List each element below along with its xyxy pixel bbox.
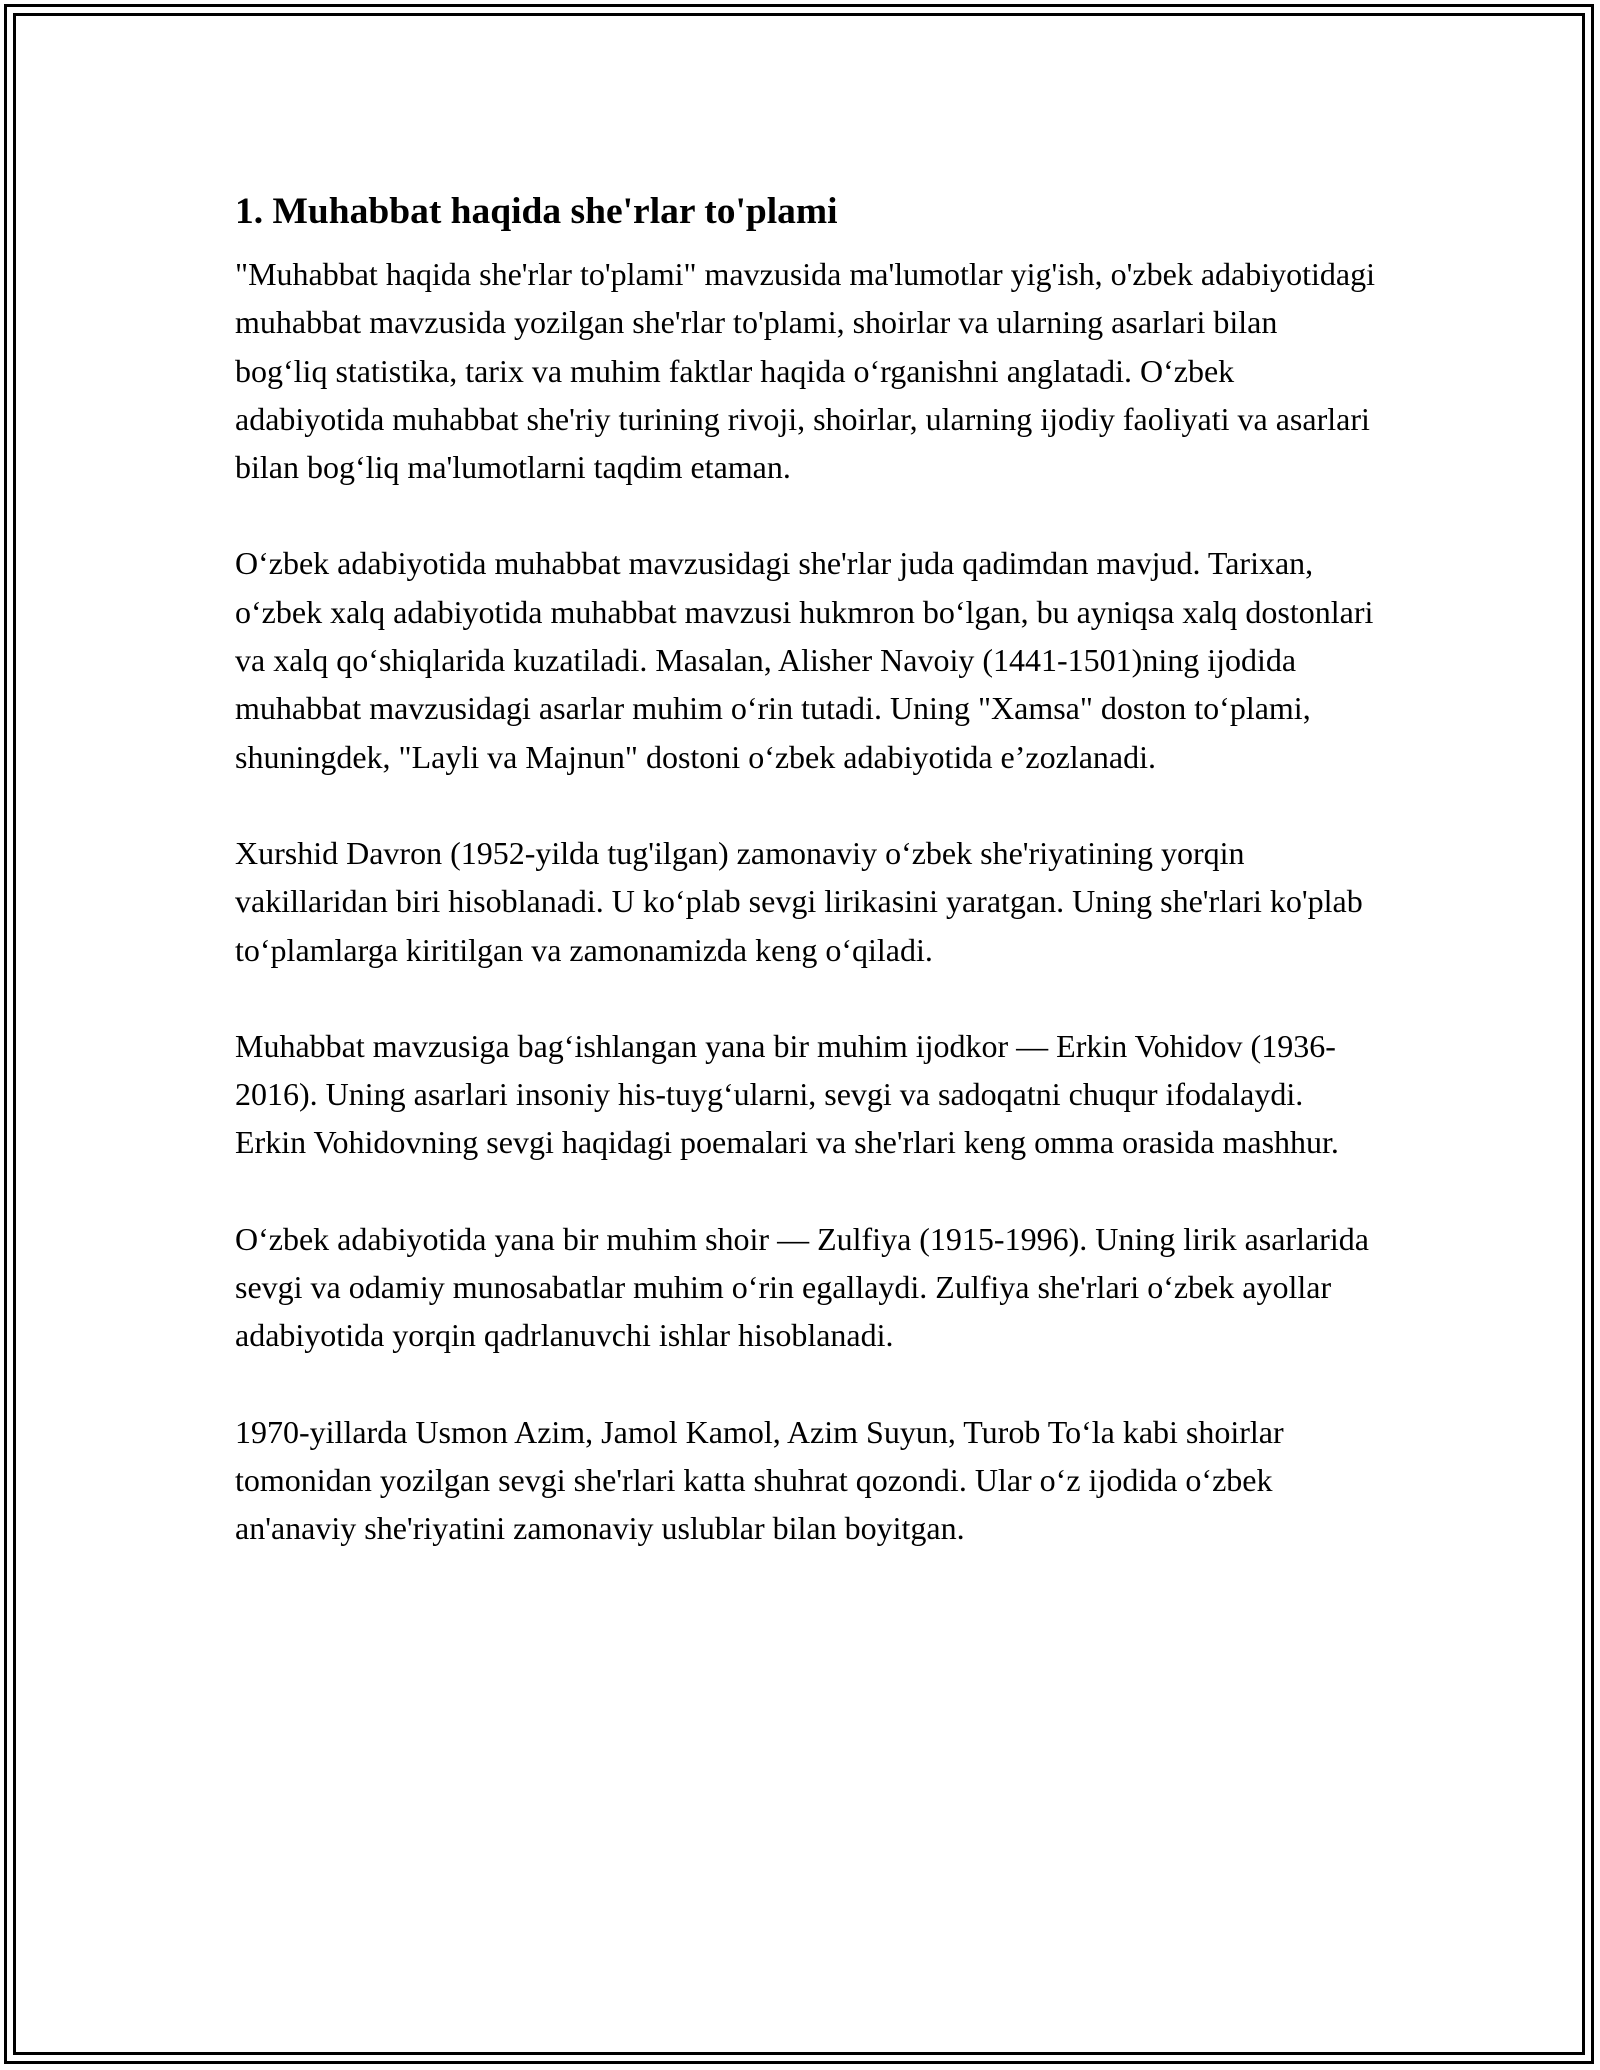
- paragraph-xurshid-davron: Xurshid Davron (1952-yilda tug'ilgan) zamonaviy o‘zbek she'riyatining yorqin vakillaridan biri hisoblanadi. U ko‘plab sevgi lirikasini yaratgan. Uning she'rlari ko'plab to‘plamlarga kiritilgan va zamonamizda keng o‘qiladi.: [235, 834, 1363, 968]
- page-title: 1. Muhabbat haqida she'rlar to'plami: [235, 191, 838, 232]
- paragraph-history: O‘zbek adabiyotida muhabbat mavzusidagi she'rlar juda qadimdan mavjud. Tarixan, o‘zbek xalq adabiyotida muhabbat mavzusi hukmron bo‘lgan, bu ayniqsa xalq dostonlari va xalq qo‘shiqlarida kuzatiladi. Masalan, Alisher Navoiy (1441-1501)ning ijodida muhabbat mavzusidagi asarlar muhim o‘rin tutadi. Uning "Xamsa" doston to‘plami, shuningdek, "Layli va Majnun" dostoni o‘zbek adabiyotida e’zozlanadi.: [235, 545, 1374, 775]
- paragraph-1970s-poets: 1970-yillarda Usmon Azim, Jamol Kamol, Azim Suyun, Turob To‘la kabi shoirlar tomonidan yozilgan sevgi she'rlari katta shuhrat qozondi. Ular o‘z ijodida o‘zbek an'anaviy she'riyatini zamonaviy uslublar bilan boyitgan.: [235, 1413, 1284, 1547]
- document-body: [235, 186, 1375, 1601]
- paragraph-zulfiya: O‘zbek adabiyotida yana bir muhim shoir — Zulfiya (1915-1996). Uning lirik asarlarida sevgi va odamiy munosabatlar muhim o‘rin egallaydi. Zulfiya she'rlari o‘zbek ayollar adabiyotida yorqin qadrlanuvchi ishlar hisoblanadi.: [235, 1220, 1369, 1354]
- paragraph-intro: "Muhabbat haqida she'rlar to'plami" mavzusida ma'lumotlar yig'ish, o'zbek adabiyotidagi muhabbat mavzusida yozilgan she'rlar to'plami, shoirlar va ularning asarlari bilan bog‘liq statistika, tarix va muhim faktlar haqida o‘rganishni anglatadi. O‘zbek adabiyotida muhabbat she'riy turining rivoji, shoirlar, ularning ijodiy faoliyati va asarlari bilan bog‘liq ma'lumotlarni taqdim etaman.: [235, 256, 1375, 486]
- paragraph-erkin-vohidov: Muhabbat mavzusiga bag‘ishlangan yana bir muhim ijodkor — Erkin Vohidov (1936-2016). Uning asarlari insoniy his-tuyg‘ularni, sevgi va sadoqatni chuqur ifodalaydi. Erkin Vohidovning sevgi haqidagi poemalari va she'rlari keng omma orasida mashhur.: [235, 1027, 1339, 1161]
